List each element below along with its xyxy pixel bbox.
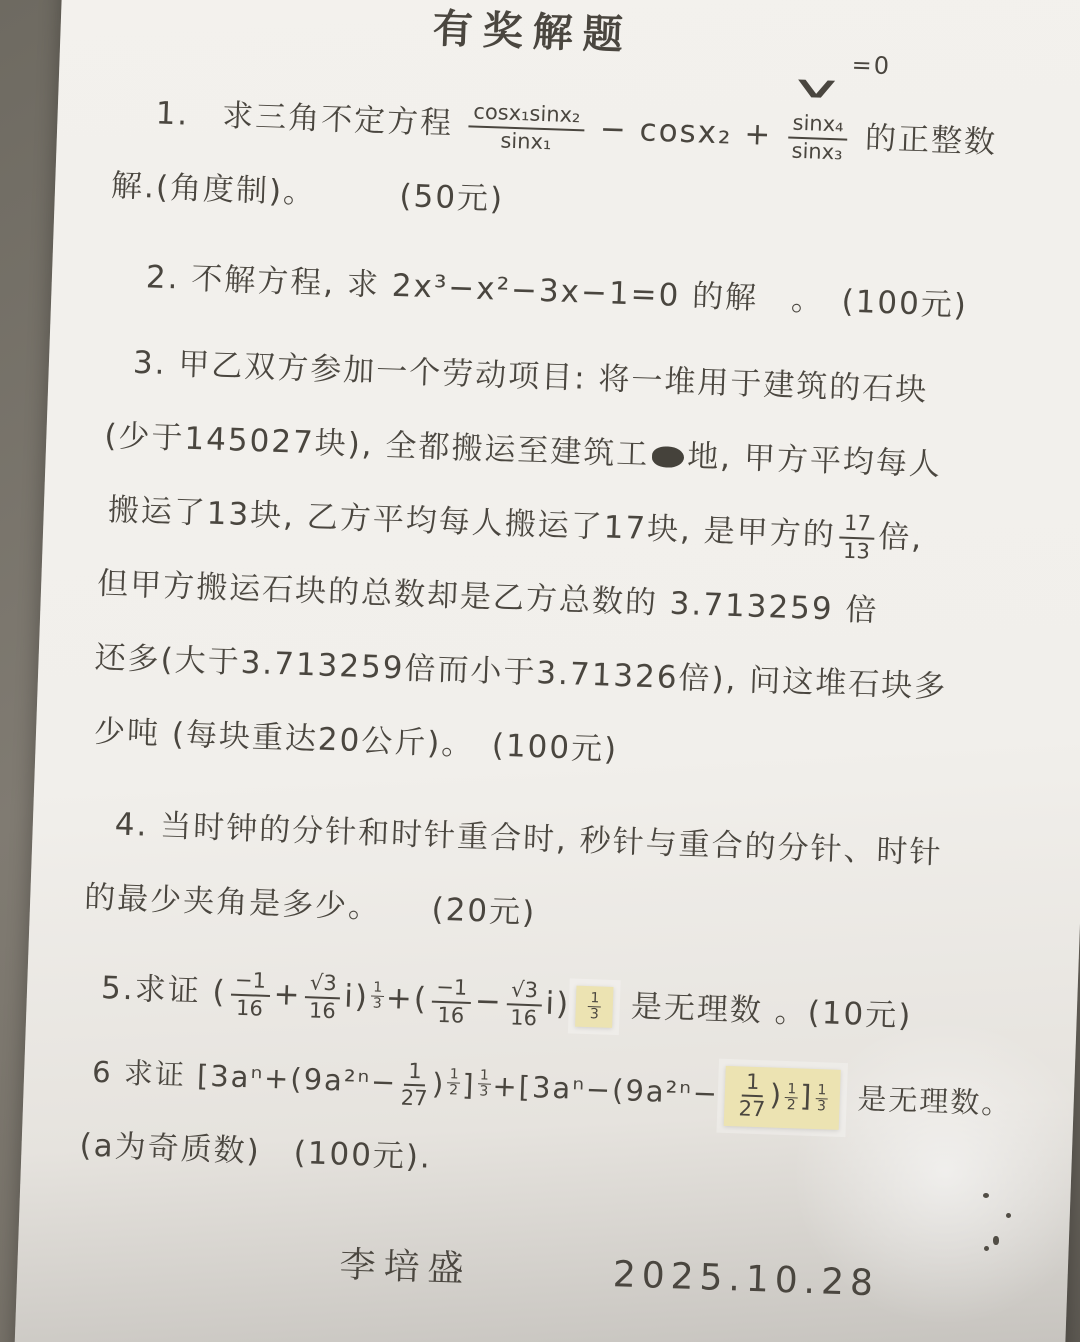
text-run: 的最少夹角是多少。 (20元) — [83, 879, 537, 932]
text-run: ] — [461, 1067, 477, 1103]
fraction — [468, 101, 585, 155]
fraction-numerator: 1 — [404, 1060, 426, 1087]
ink-speck — [1006, 1213, 1011, 1218]
fraction-denominator: 16 — [437, 1002, 465, 1028]
fraction — [506, 979, 542, 1030]
fraction — [815, 1083, 829, 1114]
fraction-numerator: √3 — [305, 972, 341, 999]
fraction-denominator: 3 — [372, 995, 382, 1012]
text-run: − cosx₂ + — [587, 110, 785, 154]
fraction — [230, 969, 271, 1021]
fraction-denominator: 13 — [842, 538, 871, 564]
fraction-denominator: 2 — [448, 1081, 459, 1099]
fraction-denominator: 16 — [308, 997, 337, 1023]
text-run: 5.求证 ( — [100, 970, 228, 1011]
text-run: 3. 甲乙双方参加一个劳动项目: 将一堆用于建筑的石块 — [132, 344, 929, 409]
fraction — [785, 1082, 799, 1113]
fraction — [738, 1070, 766, 1121]
text-run: + — [272, 976, 303, 1014]
signature-date: 2025.10.28 — [612, 1254, 880, 1305]
fraction — [305, 972, 341, 1023]
fraction-denominator: sinx₃ — [791, 138, 844, 164]
fraction-numerator: 1 — [371, 980, 384, 996]
text-run: 是无理数。 — [845, 1081, 1013, 1121]
fraction-numerator: cosx₁sinx₂ — [469, 101, 585, 131]
fraction-denominator: 27 — [738, 1096, 766, 1122]
ink-speck — [983, 1193, 989, 1198]
text-run: 少吨 (每块重达20公斤)。 (100元) — [93, 713, 619, 768]
fraction-denominator: 3 — [589, 1005, 600, 1023]
fraction-denominator: 16 — [235, 995, 264, 1021]
text-run: 是无理数 。(10元) — [618, 988, 913, 1035]
fraction-denominator: 27 — [400, 1085, 428, 1111]
text-run: 2. 不解方程, 求 2x³−x²−3x−1=0 的解 。 (100元) — [145, 259, 969, 324]
text-run: (少于145027块), 全都搬运至建筑工 — [103, 417, 650, 473]
fraction — [431, 976, 472, 1028]
fraction-numerator: 1 — [815, 1083, 828, 1099]
paper-sheet — [12, 0, 1080, 1342]
signature-line — [70, 1216, 1028, 1329]
scribble-blot — [652, 446, 685, 468]
text-run: ) — [769, 1077, 784, 1112]
fraction — [447, 1067, 461, 1098]
fraction-denominator: 2 — [786, 1096, 796, 1113]
inserted-text: =0 — [851, 50, 892, 81]
text-run: ) — [431, 1066, 446, 1102]
fraction-numerator: −1 — [231, 969, 271, 996]
text-run: 4. 当时钟的分针和时针重合时, 秒针与重合的分针、时针 — [114, 806, 944, 872]
fraction-denominator: 3 — [816, 1097, 827, 1114]
fraction-denominator: 3 — [479, 1083, 489, 1100]
text-run: (a为奇质数) (100元). — [79, 1127, 433, 1176]
fraction-numerator: 1 — [742, 1070, 764, 1097]
fraction-numerator: √3 — [507, 979, 543, 1006]
text-run: − — [474, 983, 504, 1021]
fraction — [370, 980, 384, 1011]
text-run: i) — [343, 978, 370, 1016]
fraction — [787, 112, 848, 164]
fraction-denominator: 16 — [509, 1004, 538, 1030]
fraction-numerator: sinx₄ — [788, 112, 848, 140]
text-run: i) — [544, 985, 571, 1023]
fraction-numerator: 1 — [588, 991, 601, 1007]
signature-name: 李培盛 — [338, 1244, 473, 1291]
tape-patch — [724, 1066, 841, 1130]
text-run: 搬运了13块, 乙方平均每人搬运了17块, 是甲方的 — [107, 492, 837, 554]
text-run: +[3aⁿ−(9a²ⁿ− — [491, 1068, 720, 1111]
caret-mark: ∨ — [787, 69, 851, 107]
fraction — [477, 1068, 491, 1099]
problem-lines — [74, 50, 1068, 1216]
page-title: 有奖解题 — [432, 6, 634, 60]
text-run: 倍, — [877, 518, 924, 557]
fraction-numerator: 1 — [447, 1067, 460, 1083]
tape-patch — [575, 985, 613, 1028]
text-run: 地, 甲方平均每人 — [686, 438, 943, 484]
text-run: 的正整数 — [864, 120, 998, 161]
text-run: ] — [799, 1078, 814, 1113]
text-run: 解.(角度制)。 (50元) — [110, 167, 505, 218]
text-run: +( — [385, 980, 429, 1018]
fraction — [588, 991, 602, 1022]
text-run: 1. 求三角不定方程 — [155, 95, 466, 143]
insertion-mark — [787, 50, 892, 111]
ink-speck — [993, 1236, 999, 1245]
ink-speck — [984, 1246, 989, 1251]
text-run: 6 求证 [3aⁿ+(9a²ⁿ− — [91, 1054, 398, 1100]
fraction-numerator: 17 — [840, 512, 876, 539]
fraction-numerator: −1 — [432, 976, 472, 1003]
fraction-denominator: sinx₁ — [500, 127, 552, 154]
fraction — [839, 512, 875, 563]
fraction — [400, 1060, 428, 1111]
text-run: 但甲方搬运石块的总数却是乙方总数的 3.713259 倍 — [96, 565, 880, 629]
text-run: 还多(大于3.713259倍而小于3.71326倍), 问这堆石块多 — [94, 639, 948, 706]
fraction-numerator: 1 — [785, 1082, 798, 1098]
fraction-numerator: 1 — [478, 1068, 491, 1084]
